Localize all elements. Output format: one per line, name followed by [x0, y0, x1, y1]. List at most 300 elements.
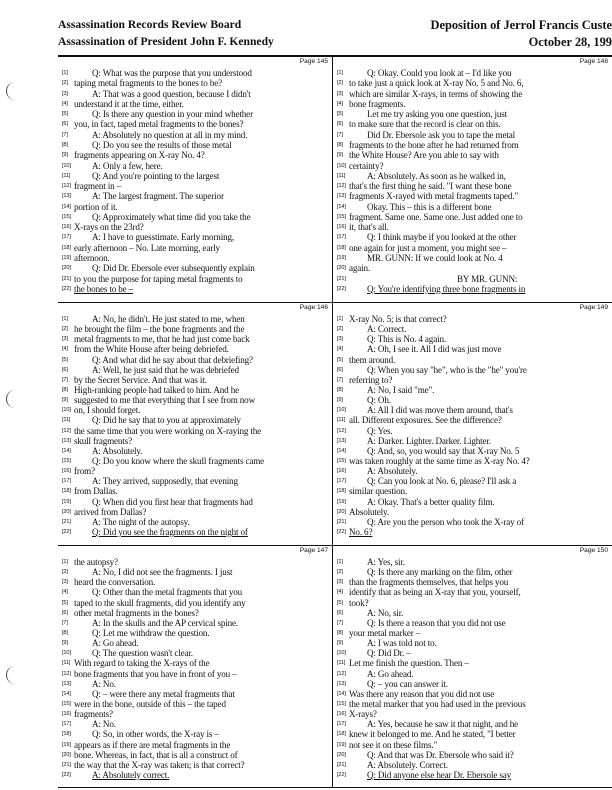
transcript-line: [337, 700, 604, 710]
transcript-line: [337, 568, 604, 578]
transcript-line: [337, 131, 604, 141]
line-text: A: No.: [92, 719, 116, 730]
line-text: suggested to me that everything that I see from now: [74, 395, 255, 406]
line-text: one again for just a moment, you might see –: [349, 242, 507, 253]
line-number: [16]: [337, 224, 346, 231]
line-number: [1]: [337, 559, 343, 565]
line-number: [19]: [337, 498, 346, 505]
line-number: [7]: [337, 131, 343, 138]
line-text: your metal marker –: [349, 628, 421, 638]
transcript-line: [337, 356, 604, 366]
transcript-line: [62, 285, 329, 295]
line-text: to make sure that the record is clear on this.: [349, 119, 501, 130]
transcript-page: [58, 303, 332, 544]
transcript-line: [62, 467, 329, 477]
line-text: them around.: [349, 354, 396, 365]
transcript-line: [337, 151, 604, 161]
line-text: A: The largest fragment. The superior: [92, 191, 224, 202]
line-text: A: Only a few, here.: [92, 160, 163, 171]
line-number: [7]: [337, 376, 343, 383]
line-text: A: Go ahead.: [92, 638, 139, 649]
line-number: [12]: [62, 183, 71, 189]
line-text: heard the conversation.: [74, 577, 156, 588]
transcript-line: [337, 233, 604, 243]
line-text: Q: Let me withdraw the question.: [92, 628, 210, 638]
line-number: [14]: [337, 203, 346, 210]
line-text: A: Yes, sir.: [367, 557, 405, 567]
line-text: Was there any reason that you did not use: [349, 688, 495, 699]
line-number: [21]: [62, 518, 71, 525]
line-text: A: Correct.: [367, 324, 407, 335]
transcript-line: [337, 110, 604, 120]
line-number: [6]: [337, 366, 343, 373]
line-number: [11]: [337, 172, 346, 179]
line-text: Q: This is No. 4 again.: [367, 334, 446, 345]
transcript-line: [62, 356, 329, 366]
line-text: A: No, sir.: [367, 607, 404, 618]
transcript-line: [62, 192, 329, 202]
line-text: A: In the skulls and the AP cervical spine.: [92, 617, 239, 628]
transcript-line: [337, 100, 604, 110]
line-number: [12]: [337, 183, 346, 189]
page-number: Page 147: [299, 547, 328, 554]
line-text: Q: Is there a reason that you did not use: [367, 617, 506, 628]
line-number: [18]: [62, 731, 71, 738]
page-number: Page 150: [579, 547, 608, 554]
line-number: [6]: [62, 609, 68, 616]
line-number: [4]: [337, 346, 343, 353]
line-text: A: The night of the autopsy.: [92, 516, 190, 527]
line-number: [17]: [337, 721, 346, 728]
line-number: [5]: [337, 599, 343, 606]
transcript-line: [337, 213, 604, 223]
line-text: understand it at the time, either.: [74, 98, 184, 109]
transcript-line: [337, 275, 604, 285]
transcript-line: [337, 680, 604, 690]
transcript-line: [337, 467, 604, 477]
transcript-line: [62, 771, 329, 781]
line-number: [12]: [62, 670, 71, 677]
transcript-line: [337, 69, 604, 79]
line-text: Q: And what did he say about that debriefing?: [92, 354, 253, 365]
line-number: [5]: [62, 599, 68, 606]
line-text: from the White House after being debriefed.: [74, 344, 229, 355]
transcript-line: [337, 254, 604, 264]
line-text: fragments?: [74, 709, 113, 719]
transcript-line: [337, 376, 604, 386]
line-number: [4]: [62, 100, 68, 107]
line-text: the White House? Are you able to say with: [349, 150, 499, 161]
line-text: A: No, I said "me".: [367, 385, 435, 395]
transcript-page: [333, 546, 612, 787]
line-text: A: Darker. Lighter. Darker. Lighter.: [367, 435, 491, 446]
line-number: [3]: [337, 579, 343, 586]
transcript-line: [337, 325, 604, 335]
line-number: [19]: [62, 254, 71, 261]
line-number: [22]: [62, 771, 71, 778]
line-number: [12]: [337, 670, 346, 677]
line-number: [8]: [62, 387, 68, 393]
line-number: [10]: [62, 407, 71, 414]
line-text: Q: Okay. Could you look at – I'd like you: [367, 68, 512, 78]
transcript-line: [337, 437, 604, 447]
line-text: the metal marker that you had used in the previous: [349, 698, 526, 709]
line-text: it, that's all.: [349, 222, 389, 233]
line-number: [22]: [62, 528, 71, 535]
line-number: [15]: [62, 457, 71, 464]
line-number: [5]: [62, 356, 68, 363]
line-number: [13]: [62, 680, 71, 687]
transcript-line: [62, 487, 329, 497]
line-number: [12]: [62, 427, 71, 434]
transcript-line: [62, 710, 329, 720]
line-number: [5]: [337, 111, 343, 118]
line-text: A: No, I did not see the fragments. I just: [92, 567, 233, 578]
line-number: [9]: [62, 397, 68, 404]
line-number: [4]: [62, 346, 68, 353]
line-number: [2]: [62, 326, 68, 333]
line-number: [13]: [337, 193, 346, 200]
line-number: [19]: [62, 741, 71, 748]
line-text: afternoon.: [74, 252, 110, 263]
line-number: [20]: [337, 508, 346, 515]
line-number: [10]: [337, 407, 346, 414]
line-number: [18]: [337, 244, 346, 251]
line-text: A: Absolutely no question at all in my mind.: [92, 129, 248, 140]
line-text: Did Dr. Ebersole ask you to tape the metal: [367, 129, 516, 140]
line-number: [8]: [62, 630, 68, 636]
transcript-line: [62, 528, 329, 538]
line-number: [19]: [337, 254, 346, 261]
line-text: bone. Whereas, in fact, that is all a construct of: [74, 749, 238, 760]
line-number: [13]: [62, 193, 71, 200]
line-text: fragments to the bone after he had returned from: [349, 139, 519, 150]
line-number: [1]: [62, 70, 68, 76]
transcript-page: [333, 303, 612, 544]
line-number: [17]: [62, 234, 71, 241]
line-text: X-rays on the 23rd?: [74, 222, 144, 233]
line-text: early afternoon – No. Late morning, early: [74, 242, 220, 253]
transcript-line: [62, 172, 329, 182]
transcript-line: [62, 110, 329, 120]
transcript-line: [62, 203, 329, 213]
line-text: Q: And that was Dr. Ebersole who said it?: [367, 749, 514, 760]
line-text: Q: Did you see the fragments on the night of: [92, 526, 248, 537]
line-number: [15]: [337, 457, 346, 464]
line-number: [18]: [62, 488, 71, 495]
line-number: [6]: [62, 121, 68, 128]
transcript-line: [337, 518, 604, 528]
transcript-line: [62, 599, 329, 609]
line-text: A: No, he didn't. He just stated to me, when: [92, 314, 245, 324]
line-number: [20]: [337, 265, 346, 272]
line-number: [16]: [337, 468, 346, 474]
line-text: Q: The question wasn't clear.: [92, 648, 193, 659]
transcript-line: [337, 761, 604, 771]
line-text: Q: Oh.: [367, 395, 391, 406]
case-title: Assassination of President John F. Kennedy: [58, 35, 274, 48]
transcript-line: [62, 151, 329, 161]
line-number: [13]: [62, 437, 71, 444]
line-number: [8]: [62, 141, 68, 148]
line-text: Q: You're identifying three bone fragments in: [367, 283, 526, 294]
line-number: [16]: [337, 711, 346, 717]
punch-hole: [6, 390, 16, 408]
transcript-line: [337, 162, 604, 172]
line-number: [9]: [337, 640, 343, 647]
line-text: Q: Do you see the results of those metal: [92, 139, 232, 150]
line-number: [14]: [62, 203, 71, 210]
line-text: Q: Is there any question in your mind whether: [92, 109, 253, 120]
line-number: [9]: [337, 397, 343, 404]
transcript-line: [337, 264, 604, 274]
deposition-date: October 28, 199: [528, 35, 612, 49]
transcript-line: [337, 172, 604, 182]
line-number: [10]: [62, 162, 71, 169]
line-text: skull fragments?: [74, 435, 132, 446]
line-number: [1]: [62, 316, 68, 322]
line-number: [22]: [337, 285, 346, 292]
line-text: took?: [349, 597, 369, 608]
line-number: [4]: [337, 589, 343, 596]
transcript-line: [62, 406, 329, 416]
line-text: than the fragments themselves, that helps you: [349, 577, 509, 588]
line-number: [18]: [62, 244, 71, 251]
org-name: Assassination Records Review Board: [58, 18, 242, 31]
line-number: [6]: [62, 366, 68, 373]
line-number: [10]: [337, 650, 346, 657]
line-number: [12]: [337, 427, 346, 434]
line-text: A: Well, he just said that he was debriefed: [92, 364, 239, 375]
line-number: [13]: [337, 680, 346, 687]
line-text: Q: What was the purpose that you understood: [92, 68, 252, 78]
line-text: the autopsy?: [74, 557, 118, 567]
transcript-line: [337, 771, 604, 781]
line-number: [17]: [337, 234, 346, 241]
line-text: the bones to be –: [74, 283, 134, 294]
line-number: [21]: [337, 761, 346, 768]
page-number: Page 148: [579, 58, 608, 65]
transcript-line: [337, 619, 604, 629]
line-number: [7]: [62, 619, 68, 626]
line-text: Q: Are you the person who took the X-ray of: [367, 516, 524, 527]
line-text: X-ray No. 5; is that correct?: [349, 314, 447, 324]
line-text: arrived from Dallas?: [74, 506, 147, 517]
transcript-line: [62, 233, 329, 243]
line-number: [15]: [337, 700, 346, 707]
line-text: A: Absolutely correct.: [92, 769, 170, 780]
line-number: [9]: [62, 640, 68, 647]
line-number: [11]: [62, 417, 71, 424]
line-text: metal fragments to me, that he had just come back: [74, 334, 250, 345]
line-text: Q: Approximately what time did you take the: [92, 211, 251, 222]
line-text: was taken roughly at the same time as X-ray No. 4?: [349, 455, 530, 466]
line-number: [14]: [337, 447, 346, 454]
line-number: [17]: [337, 478, 346, 485]
line-number: [18]: [337, 488, 346, 495]
transcript-line: [62, 182, 329, 192]
line-number: [1]: [337, 70, 343, 76]
deposition-title: Deposition of Jerrol Francis Custe: [430, 18, 612, 32]
line-text: taped to the skull fragments, did you identify any: [74, 597, 246, 608]
line-text: Q: – you can answer it.: [367, 678, 448, 689]
line-text: A: Go ahead.: [367, 668, 414, 679]
line-text: A: I have to guesstimate. Early morning,: [92, 232, 234, 243]
line-text: Let me try asking you one question, just: [367, 109, 507, 120]
line-number: [2]: [337, 326, 343, 333]
line-number: [15]: [337, 213, 346, 220]
line-number: [8]: [337, 387, 343, 393]
line-number: [14]: [62, 690, 71, 697]
transcript-line: [62, 79, 329, 89]
line-number: [7]: [62, 131, 68, 138]
line-number: [7]: [62, 376, 68, 383]
bottom-rule: [58, 787, 612, 788]
line-text: again.: [349, 263, 371, 274]
line-number: [18]: [337, 731, 346, 738]
line-text: A: I was told not to.: [367, 638, 437, 649]
transcript-line: [62, 649, 329, 659]
transcript-line: [337, 90, 604, 100]
line-text: A: That was a good question, because I didn't: [92, 88, 251, 99]
line-text: A: No.: [92, 678, 116, 689]
line-text: Q: Did anyone else hear Dr. Ebersole say: [367, 769, 511, 780]
line-text: No. 6?: [349, 526, 373, 537]
line-text: X-rays?: [349, 709, 377, 719]
line-number: [21]: [62, 761, 71, 768]
line-number: [1]: [62, 559, 68, 565]
line-number: [22]: [337, 771, 346, 778]
line-number: [11]: [337, 660, 346, 667]
line-number: [20]: [337, 751, 346, 758]
line-number: [19]: [337, 741, 346, 748]
line-number: [15]: [62, 700, 71, 707]
transcript-line: [337, 487, 604, 497]
line-number: [6]: [337, 609, 343, 616]
line-text: Q: Other than the metal fragments that you: [92, 587, 243, 598]
line-text: Q: Did Dr. Ebersole ever subsequently explain: [92, 263, 255, 274]
line-text: A: Okay. That's a better quality film.: [367, 496, 495, 507]
transcript-line: [62, 568, 329, 578]
line-number: [4]: [62, 589, 68, 596]
line-number: [2]: [337, 80, 343, 87]
line-text: A: Absolutely.: [367, 466, 418, 476]
line-text: on, I should forget.: [74, 405, 141, 416]
line-text: bone fragments.: [349, 98, 406, 109]
transcript-line: [62, 518, 329, 528]
line-text: Q: So, in other words, the X-ray is –: [92, 729, 219, 740]
line-text: High-ranking people had talked to him. And he: [74, 385, 239, 395]
line-text: A: Absolutely. Correct.: [367, 759, 448, 770]
transcript-line: [337, 203, 604, 213]
line-number: [11]: [62, 660, 71, 667]
transcript-line: [62, 730, 329, 740]
line-text: Q: Did he say that to you at approximately: [92, 415, 241, 426]
line-text: similar question.: [349, 486, 408, 497]
line-text: bone fragments that you have in front of you –: [74, 668, 237, 679]
line-number: [14]: [62, 447, 71, 454]
line-number: [4]: [337, 100, 343, 107]
transcript-line: [62, 325, 329, 335]
transcript-line: [62, 457, 329, 467]
line-number: [9]: [337, 152, 343, 159]
transcript-line: [62, 275, 329, 285]
transcript-line: [62, 244, 329, 254]
line-text: A: Yes, because he saw it that night, and he: [367, 719, 518, 730]
transcript-line: [337, 730, 604, 740]
line-text: A: Oh, I see it. All I did was just move: [367, 344, 502, 355]
transcript-line: [62, 69, 329, 79]
transcript-line: [337, 406, 604, 416]
line-number: [5]: [337, 356, 343, 363]
transcript-line: [62, 376, 329, 386]
line-number: [20]: [62, 508, 71, 515]
line-text: fragment in –: [74, 181, 122, 191]
line-number: [8]: [337, 630, 343, 636]
transcript-line: [337, 588, 604, 598]
transcript-line: [62, 619, 329, 629]
transcript-line: [62, 213, 329, 223]
line-text: A: All I did was move them around, that's: [367, 405, 513, 416]
line-text: not see it on these films.": [349, 739, 438, 750]
line-text: you, in fact, taped metal fragments to the bones?: [74, 119, 244, 130]
line-number: [10]: [62, 650, 71, 657]
transcript-line: [62, 680, 329, 690]
line-text: Q: Did Dr. –: [367, 648, 411, 659]
line-number: [8]: [337, 141, 343, 148]
line-number: [3]: [62, 90, 68, 97]
line-number: [15]: [62, 213, 71, 220]
line-number: [3]: [337, 336, 343, 343]
line-text: Q: And you're pointing to the largest: [92, 170, 220, 181]
line-number: [21]: [337, 518, 346, 525]
line-text: Q: When you say "he", who is the "he" you're: [367, 364, 527, 375]
line-number: [5]: [62, 111, 68, 118]
line-text: Q: Is there any marking on the film, other: [367, 567, 513, 578]
line-number: [2]: [62, 569, 68, 576]
punch-hole: [6, 82, 16, 100]
line-number: [2]: [62, 80, 68, 87]
line-number: [3]: [62, 579, 68, 586]
line-text: other metal fragments in the bones?: [74, 607, 199, 618]
transcript-line: [62, 141, 329, 151]
transcript-line: [337, 710, 604, 720]
line-text: fragments X-rayed with metal fragments taped.": [349, 191, 519, 202]
line-text: he brought the film – the bone fragments and the: [74, 324, 245, 335]
transcript-line: [337, 244, 604, 254]
line-text: A: They arrived, supposedly, that evening: [92, 476, 238, 487]
transcript-line: [337, 79, 604, 89]
line-text: identify that as being an X-ray that you, yourself,: [349, 587, 521, 598]
line-text: fragment. Same one. Same one. Just added one to: [349, 211, 523, 222]
line-number: [13]: [337, 437, 346, 444]
transcript-line: [337, 599, 604, 609]
transcript-line: [337, 141, 604, 151]
line-number: [22]: [337, 528, 346, 535]
line-text: appears as if there are metal fragments in the: [74, 739, 231, 750]
line-number: [21]: [62, 275, 71, 282]
line-text: fragments appearing on X-ray No. 4?: [74, 150, 205, 161]
transcript-line: [62, 90, 329, 100]
line-text: Q: And, so, you would say that X-ray No. 5: [367, 445, 520, 456]
line-text: portion of it.: [74, 201, 118, 212]
transcript-line: [62, 223, 329, 233]
line-number: [3]: [62, 336, 68, 343]
punch-hole: [6, 666, 16, 684]
line-text: to take just a quick look at X-ray No. 5 and No. 6,: [349, 78, 524, 89]
line-number: [16]: [62, 711, 71, 717]
line-text: from?: [74, 466, 95, 476]
